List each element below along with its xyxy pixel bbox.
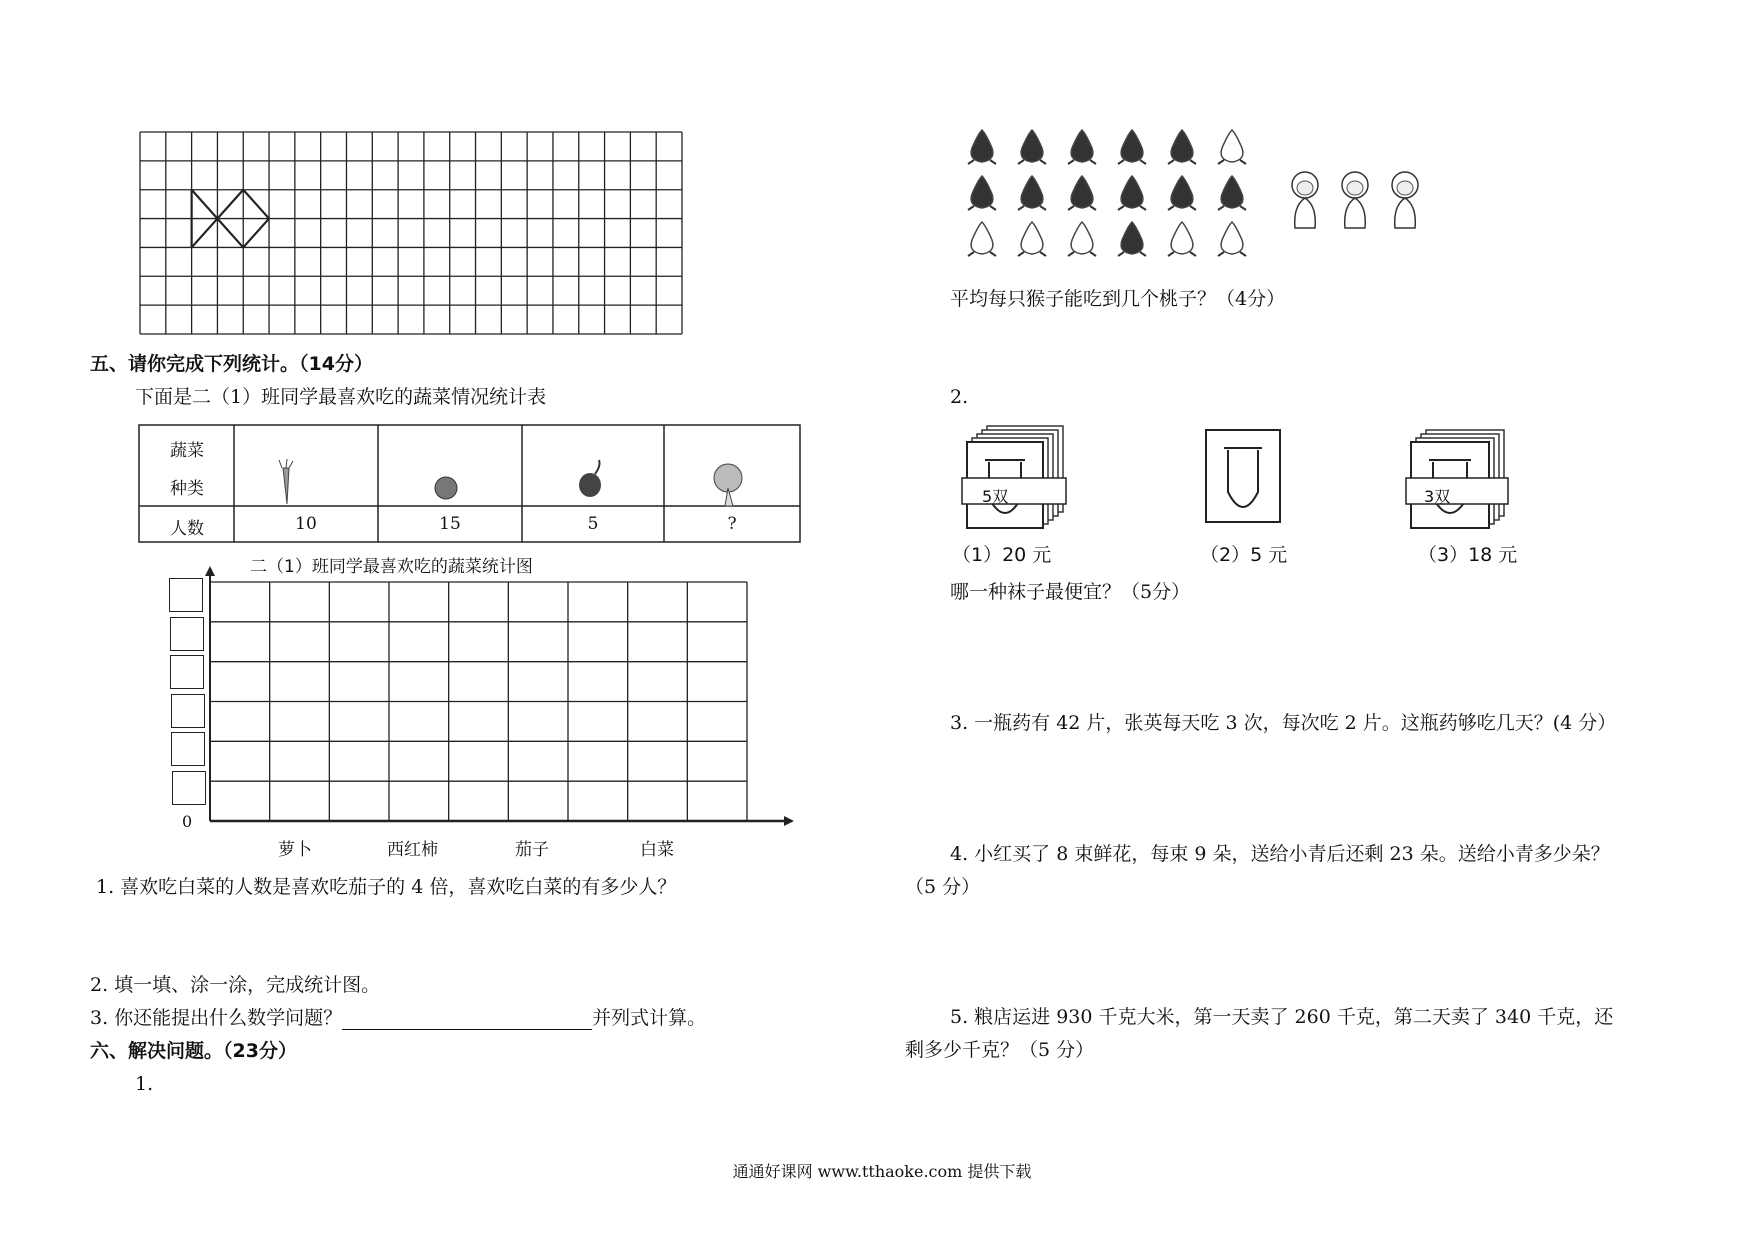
peach-icon bbox=[1221, 222, 1243, 254]
sock-pack-2 bbox=[1206, 430, 1280, 522]
cabbage-icon bbox=[714, 464, 742, 492]
peach-icon bbox=[1121, 222, 1143, 254]
peach-icon bbox=[1121, 130, 1143, 162]
peach-icon bbox=[1071, 222, 1093, 254]
row-header-type-b: 种类 bbox=[170, 479, 204, 499]
y-axis-value-box[interactable] bbox=[169, 578, 203, 612]
monkey-face-icon bbox=[1397, 181, 1413, 195]
monkey-face-icon bbox=[1297, 181, 1313, 195]
section5-heading: 五、请你完成下列统计。（14分） bbox=[90, 353, 373, 375]
category-label: 茄子 bbox=[515, 840, 549, 860]
x-axis-arrow-icon bbox=[784, 816, 794, 826]
question-5-3-text: 3. 你还能提出什么数学问题？ bbox=[90, 1007, 343, 1029]
sock-pack-band bbox=[962, 478, 1066, 504]
eggplant-stem-icon bbox=[595, 460, 600, 474]
monkey-face-icon bbox=[1347, 181, 1363, 195]
question-5-3-suffix: 并列式计算。 bbox=[592, 1007, 707, 1029]
count-carrot: 10 bbox=[295, 514, 317, 534]
peach-icon bbox=[1171, 222, 1193, 254]
y-axis-value-box[interactable] bbox=[170, 655, 204, 689]
peach-icon bbox=[1171, 176, 1193, 208]
peach-icon bbox=[1021, 222, 1043, 254]
sock-price-3: （3）18 元 bbox=[1418, 544, 1518, 566]
monkey-body-icon bbox=[1345, 198, 1366, 228]
peach-icon bbox=[1021, 130, 1043, 162]
y-axis-value-box[interactable] bbox=[172, 771, 206, 805]
peach-icon bbox=[1021, 176, 1043, 208]
row-header-type-a: 蔬菜 bbox=[170, 441, 204, 461]
table-caption: 下面是二（1）班同学最喜欢吃的蔬菜情况统计表 bbox=[135, 386, 547, 408]
section6-heading: 六、解决问题。（23分） bbox=[90, 1040, 297, 1062]
sock-pack-label-1: 5双 bbox=[982, 487, 1009, 506]
question-5-1: 1. 喜欢吃白菜的人数是喜欢吃茄子的 4 倍，喜欢吃白菜的有多少人？ bbox=[96, 876, 677, 898]
peach-icon bbox=[971, 222, 993, 254]
peach-icon bbox=[1071, 176, 1093, 208]
count-tomato: 15 bbox=[439, 514, 461, 534]
peach-icon bbox=[1221, 130, 1243, 162]
peach-icon bbox=[1221, 176, 1243, 208]
shape-edge bbox=[243, 190, 269, 219]
question-5-3 bbox=[90, 1006, 706, 1030]
problem-4-line1: 4. 小红买了 8 束鲜花，每束 9 朵，送给小青后还剩 23 朵。送给小青多少朵？ bbox=[950, 843, 1610, 865]
row-header-count: 人数 bbox=[170, 519, 204, 539]
carrot-leaves-icon bbox=[279, 459, 293, 468]
problem-1-label: 1. bbox=[135, 1073, 154, 1095]
peach-icon bbox=[1071, 130, 1093, 162]
sock-price-2: （2）5 元 bbox=[1200, 544, 1288, 566]
monkey-body-icon bbox=[1395, 198, 1416, 228]
sock-pack-label-3: 3双 bbox=[1424, 487, 1451, 506]
category-label: 萝卜 bbox=[278, 840, 312, 860]
peach-icon bbox=[971, 176, 993, 208]
category-label: 白菜 bbox=[640, 840, 674, 860]
chart-origin-label: 0 bbox=[182, 812, 193, 831]
y-axis-value-box[interactable] bbox=[171, 694, 205, 728]
sock-pack-band bbox=[1406, 478, 1508, 504]
question-5-2: 2. 填一填、涂一涂，完成统计图。 bbox=[90, 974, 381, 996]
count-cabbage: ? bbox=[727, 514, 737, 534]
problem-3: 3. 一瓶药有 42 片，张英每天吃 3 次，每次吃 2 片。这瓶药够吃几天？(4 分） bbox=[950, 712, 1617, 734]
chart-title: 二（1）班同学最喜欢吃的蔬菜统计图 bbox=[250, 557, 533, 577]
tomato-icon bbox=[435, 477, 457, 499]
monkey-body-icon bbox=[1295, 198, 1316, 228]
problem-2-question: 哪一种袜子最便宜？（5分） bbox=[950, 581, 1191, 603]
category-label: 西红柿 bbox=[387, 840, 438, 860]
footer-credit: 通通好课网 www.tthaoke.com 提供下载 bbox=[732, 1162, 1032, 1181]
y-axis-value-box[interactable] bbox=[171, 732, 205, 766]
problem-2-label: 2. bbox=[950, 386, 969, 408]
y-axis-arrow-icon bbox=[205, 566, 215, 576]
peach-icon bbox=[1121, 176, 1143, 208]
peach-icon bbox=[971, 130, 993, 162]
y-axis-value-box[interactable] bbox=[170, 617, 204, 651]
eggplant-icon bbox=[579, 473, 601, 497]
count-eggplant: 5 bbox=[587, 514, 599, 534]
problem-4-line2: （5 分） bbox=[905, 876, 981, 898]
shape-edge bbox=[243, 219, 269, 248]
carrot-icon bbox=[283, 468, 289, 504]
problem-1-question: 平均每只猴子能吃到几个桃子？（4分） bbox=[950, 288, 1286, 310]
problem-5-line1: 5. 粮店运进 930 千克大米，第一天卖了 260 千克，第二天卖了 340 千克，还 bbox=[950, 1006, 1614, 1028]
answer-blank[interactable] bbox=[342, 1009, 592, 1030]
peach-icon bbox=[1171, 130, 1193, 162]
problem-5-line2: 剩多少千克？（5 分） bbox=[905, 1039, 1095, 1061]
sock-price-1: （1）20 元 bbox=[952, 544, 1052, 566]
